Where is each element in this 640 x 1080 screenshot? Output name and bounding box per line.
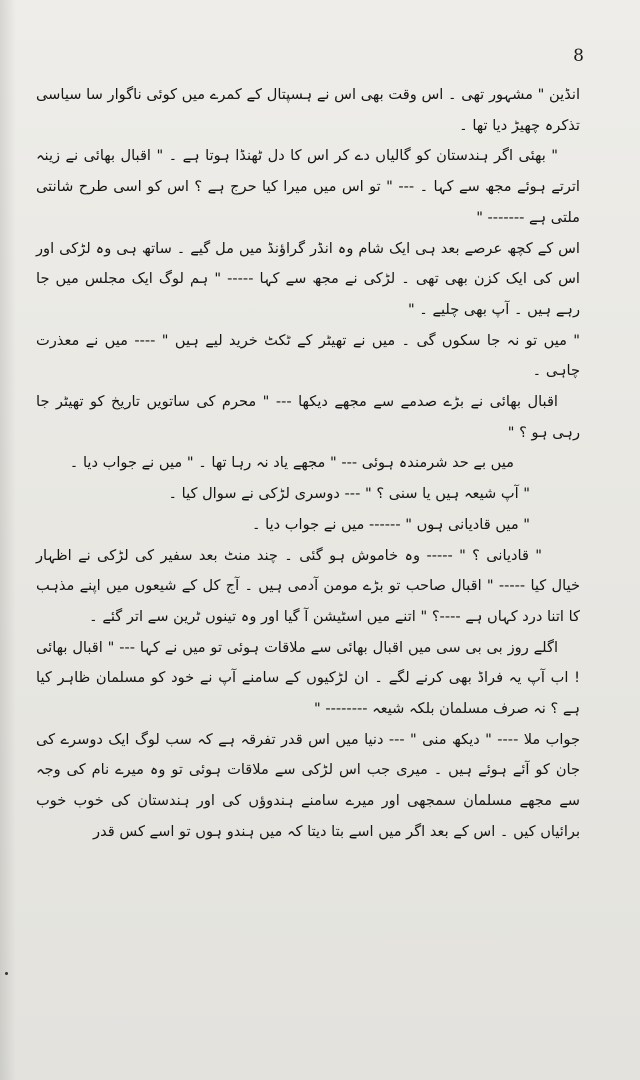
paragraph-5: اقبال بھائی نے بڑے صدمے سے مجھے دیکھا --- " محرم کی ساتویں تاریخ کو تھیٹر جا رہی ہو ؟ "	[36, 393, 580, 441]
page-speck	[5, 972, 8, 975]
paragraph-3: اس کے کچھ عرصے بعد ہی ایک شام وہ انڈر گراؤنڈ میں مل گیے ۔ ساتھ ہی وہ لڑکی اور اس کی ایک کزن بھی تھی ۔ لڑکی نے مجھ سے کہا ----- " ہم لوگ ایک مجلس میں جا رہے ہیں ۔ آپ بھی چلیے ۔ "	[36, 239, 580, 318]
page-number: 8	[573, 46, 584, 66]
page-body	[36, 80, 580, 848]
paragraph-6: میں بے حد شرمندہ ہوئی --- " مجھے یاد نہ رہا تھا ۔ " میں نے جواب دیا ۔	[69, 454, 514, 472]
paragraph-2: " بھئی اگر ہندستان کو گالیاں دے کر اس کا دل ٹھنڈا ہوتا ہے ۔ " اقبال بھائی نے زینہ اترتے ہوئے مجھ سے کہا ۔ --- " تو اس میں میرا کیا حرج ہے ؟ اس کو اسی طرح شانتی ملتی ہے ------- "	[36, 147, 580, 226]
paragraph-4: " میں تو نہ جا سکوں گی ۔ میں نے تھیٹر کے ٹکٹ خرید لیے ہیں " ---- میں نے معذرت چاہی ۔	[36, 331, 580, 380]
paragraph-11: جواب ملا ---- " دیکھ منی " --- دنیا میں اس قدر تفرقہ ہے کہ سب لوگ ایک دوسرے کی جان کو آئے ہوئے ہیں ۔ میری جب اس لڑکی سے ملاقات ہوئی تو وہ میرے نام کی وجہ سے مجھے مسلمان سمجھی اور میرے سامنے ہندوؤں کی اور ہندستان کی خوب خوب برائیاں کیں ۔ اس کے بعد اگر میں اسے بتا دیتا کہ میں ہندو ہوں تو اسے کس قدر	[36, 730, 580, 840]
paragraph-9: " قادیانی ؟ " ----- وہ خاموش ہو گئی ۔ چند منٹ بعد سفیر کی لڑکی نے اظہار خیال کیا ----- " اقبال صاحب تو بڑے مومن آدمی ہیں ۔ آج کل کے شیعوں میں اپنے مذہب کا اتنا درد کہاں ہے ----؟ " اتنے میں اسٹیشن آ گیا اور وہ تینوں ٹرین سے اتر گئے ۔	[36, 546, 580, 625]
paragraph-1: انڈین " مشہور تھی ۔ اس وقت بھی اس نے ہسپتال کے کمرے میں کوئی ناگوار سا سیاسی تذکرہ چھیڑ دیا تھا ۔	[36, 86, 580, 134]
paragraph-8: " میں قادیانی ہوں " ------ میں نے جواب دیا ۔	[251, 515, 530, 533]
paragraph-10: اگلے روز بی بی سی میں اقبال بھائی سے ملاقات ہوئی تو میں نے کہا --- " اقبال بھائی ! اب آپ یہ فراڈ بھی کرنے لگے ۔ ان لڑکیوں کے سامنے آپ نے خود کو مسلمان ظاہر کیا ہے ؟ نہ صرف مسلمان بلکہ شیعہ -------- "	[36, 638, 580, 718]
binding-shadow	[0, 0, 16, 1080]
paragraph-7: " آپ شیعہ ہیں یا سنی ؟ " --- دوسری لڑکی نے سوال کیا ۔	[168, 485, 530, 503]
